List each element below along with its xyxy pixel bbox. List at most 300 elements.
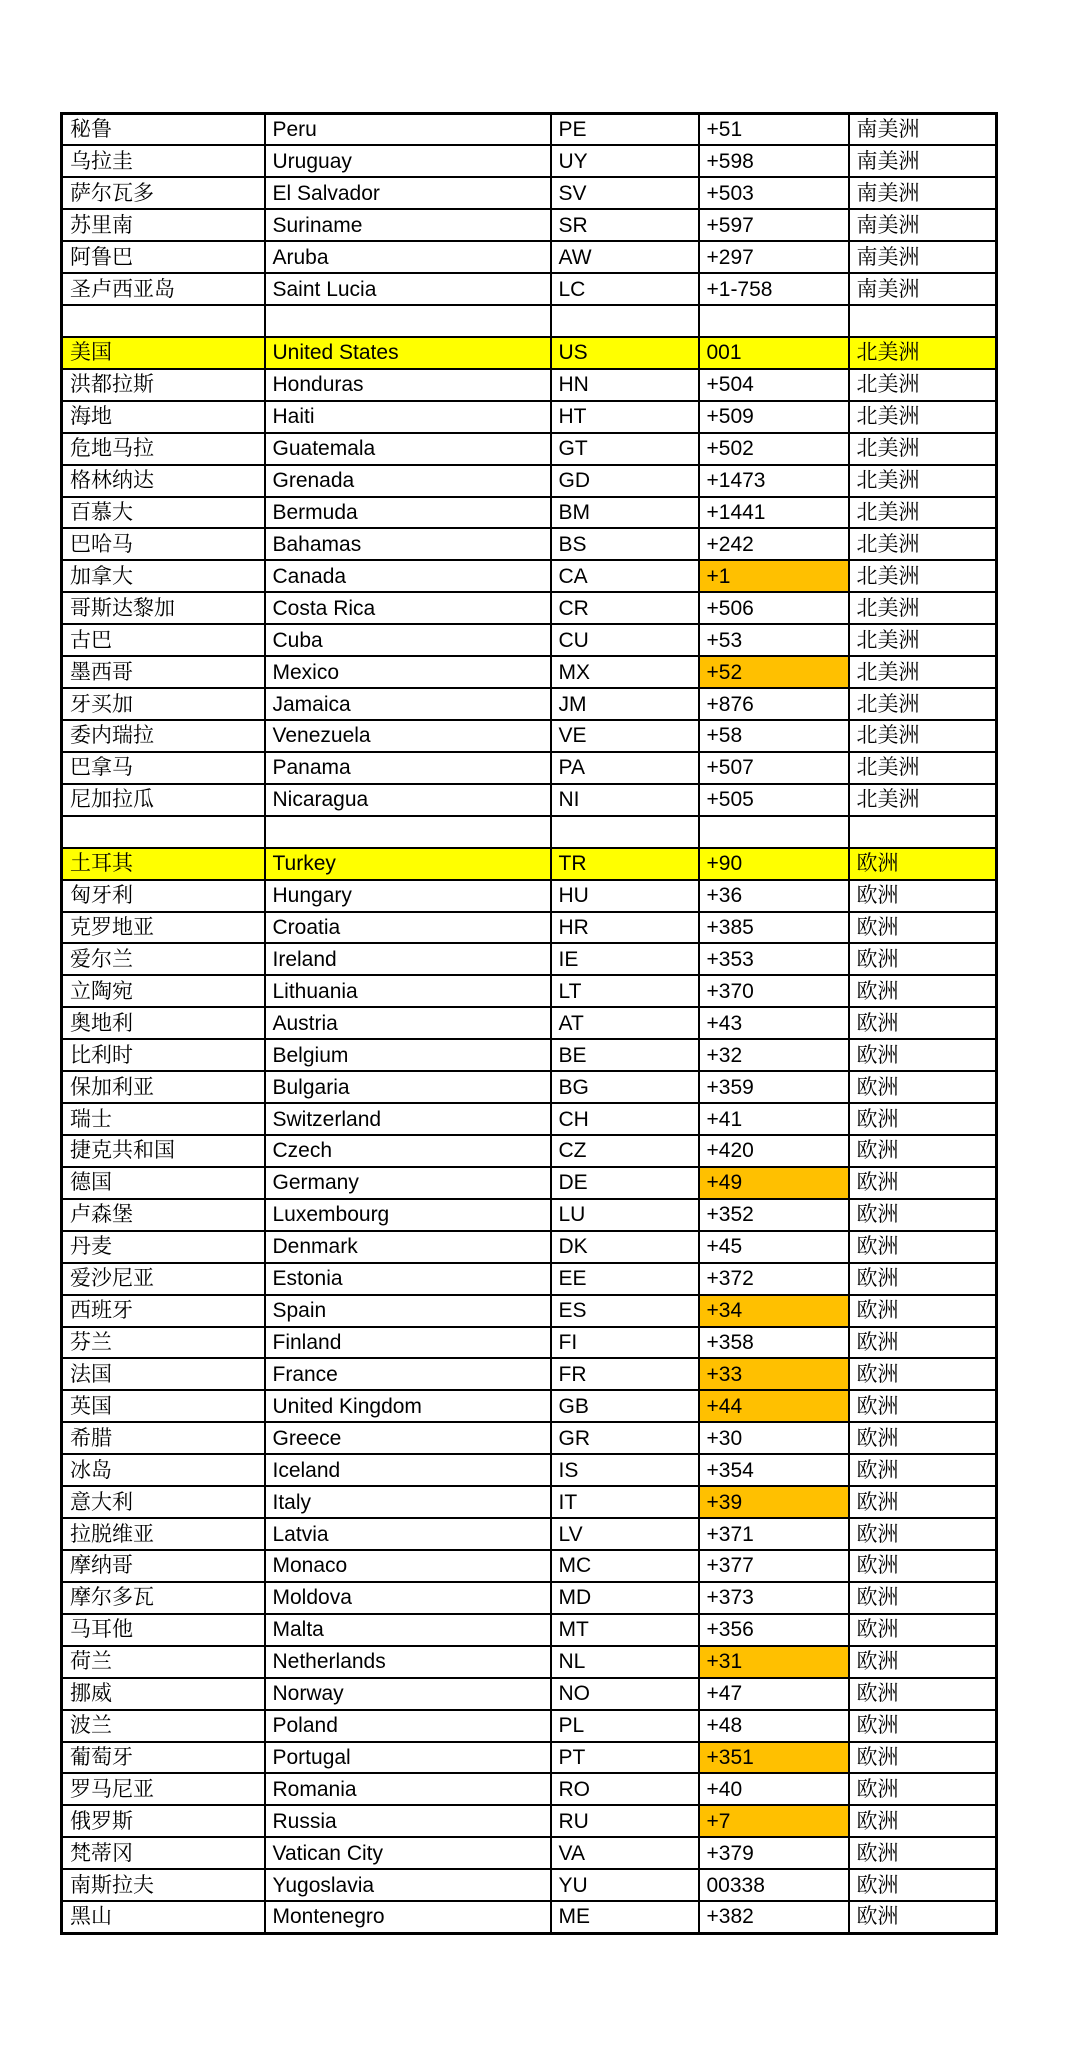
table-row: [62, 880, 997, 912]
cell-continent: 欧洲: [849, 1837, 997, 1869]
cell-phone-code: +502: [699, 433, 849, 465]
cell-country-code: NL: [551, 1646, 699, 1678]
table-row: [62, 1486, 997, 1518]
cell-phone-code: [699, 305, 849, 337]
cell-phone-code: +34: [699, 1295, 849, 1327]
cell-country-code: US: [551, 337, 699, 369]
cell-continent: 欧洲: [849, 1614, 997, 1646]
cell-country-code: CA: [551, 560, 699, 592]
cell-continent: 欧洲: [849, 1327, 997, 1359]
cell-phone-code: +352: [699, 1199, 849, 1231]
cell-country-code: MT: [551, 1614, 699, 1646]
table-row: [62, 369, 997, 401]
cell-english-name: Costa Rica: [265, 592, 551, 624]
cell-chinese-name: 阿鲁巴: [62, 241, 265, 273]
cell-english-name: Ireland: [265, 943, 551, 975]
cell-country-code: HR: [551, 912, 699, 944]
cell-phone-code: +373: [699, 1582, 849, 1614]
cell-english-name: Poland: [265, 1710, 551, 1742]
table-row: [62, 1805, 997, 1837]
cell-chinese-name: 瑞士: [62, 1103, 265, 1135]
cell-phone-code: +379: [699, 1837, 849, 1869]
cell-chinese-name: 芬兰: [62, 1327, 265, 1359]
cell-continent: 欧洲: [849, 1422, 997, 1454]
cell-english-name: Iceland: [265, 1454, 551, 1486]
cell-chinese-name: 巴哈马: [62, 528, 265, 560]
table-row: [62, 497, 997, 529]
table-row: [62, 656, 997, 688]
cell-english-name: Netherlands: [265, 1646, 551, 1678]
cell-continent: 北美洲: [849, 433, 997, 465]
cell-english-name: Grenada: [265, 465, 551, 497]
table-row: [62, 1039, 997, 1071]
cell-country-code: PA: [551, 752, 699, 784]
cell-english-name: Latvia: [265, 1518, 551, 1550]
table-row: [62, 1773, 997, 1805]
cell-phone-code: +49: [699, 1167, 849, 1199]
cell-phone-code: +356: [699, 1614, 849, 1646]
cell-country-code: BS: [551, 528, 699, 560]
cell-english-name: Panama: [265, 752, 551, 784]
cell-chinese-name: 卢森堡: [62, 1199, 265, 1231]
cell-country-code: LU: [551, 1199, 699, 1231]
cell-chinese-name: 罗马尼亚: [62, 1773, 265, 1805]
cell-english-name: Lithuania: [265, 975, 551, 1007]
cell-phone-code: +7: [699, 1805, 849, 1837]
table-row: [62, 912, 997, 944]
cell-country-code: HU: [551, 880, 699, 912]
table-row: [62, 1135, 997, 1167]
table-row: [62, 241, 997, 273]
cell-continent: 北美洲: [849, 688, 997, 720]
cell-english-name: Croatia: [265, 912, 551, 944]
cell-country-code: BG: [551, 1071, 699, 1103]
cell-phone-code: [699, 816, 849, 848]
cell-continent: 北美洲: [849, 528, 997, 560]
cell-continent: 欧洲: [849, 1167, 997, 1199]
cell-phone-code: +36: [699, 880, 849, 912]
cell-chinese-name: 保加利亚: [62, 1071, 265, 1103]
cell-chinese-name: 圣卢西亚岛: [62, 273, 265, 305]
cell-chinese-name: 墨西哥: [62, 656, 265, 688]
cell-chinese-name: 黑山: [62, 1901, 265, 1933]
cell-country-code: DK: [551, 1231, 699, 1263]
cell-continent: 欧洲: [849, 1071, 997, 1103]
cell-continent: 欧洲: [849, 912, 997, 944]
cell-continent: 北美洲: [849, 624, 997, 656]
cell-phone-code: +353: [699, 943, 849, 975]
cell-chinese-name: 克罗地亚: [62, 912, 265, 944]
cell-continent: 北美洲: [849, 752, 997, 784]
cell-continent: 南美洲: [849, 145, 997, 177]
table-row: [62, 337, 997, 369]
table-row: [62, 1199, 997, 1231]
table-row: [62, 1007, 997, 1039]
table-row: [62, 145, 997, 177]
table-row: [62, 1710, 997, 1742]
cell-continent: 欧洲: [849, 1550, 997, 1582]
table-row: [62, 720, 997, 752]
table-row: [62, 1614, 997, 1646]
cell-phone-code: +385: [699, 912, 849, 944]
cell-english-name: Bahamas: [265, 528, 551, 560]
cell-chinese-name: 奥地利: [62, 1007, 265, 1039]
cell-continent: 南美洲: [849, 177, 997, 209]
cell-phone-code: +505: [699, 784, 849, 816]
cell-phone-code: +503: [699, 177, 849, 209]
cell-english-name: Vatican City: [265, 1837, 551, 1869]
cell-chinese-name: 丹麦: [62, 1231, 265, 1263]
cell-chinese-name: 德国: [62, 1167, 265, 1199]
cell-continent: 欧洲: [849, 1135, 997, 1167]
table-row: [62, 1518, 997, 1550]
table-row: [62, 752, 997, 784]
cell-continent: 北美洲: [849, 656, 997, 688]
table-row: [62, 1646, 997, 1678]
cell-country-code: TR: [551, 848, 699, 880]
cell-continent: 北美洲: [849, 465, 997, 497]
cell-phone-code: +45: [699, 1231, 849, 1263]
cell-phone-code: +372: [699, 1263, 849, 1295]
cell-continent: 北美洲: [849, 497, 997, 529]
cell-continent: 欧洲: [849, 1773, 997, 1805]
table-row: [62, 1869, 997, 1901]
cell-english-name: Turkey: [265, 848, 551, 880]
table-row: [62, 975, 997, 1007]
cell-country-code: CR: [551, 592, 699, 624]
table-row: [62, 688, 997, 720]
cell-phone-code: +41: [699, 1103, 849, 1135]
cell-chinese-name: 波兰: [62, 1710, 265, 1742]
cell-country-code: CH: [551, 1103, 699, 1135]
table-row: [62, 1327, 997, 1359]
cell-continent: 欧洲: [849, 1263, 997, 1295]
cell-chinese-name: 土耳其: [62, 848, 265, 880]
cell-continent: 欧洲: [849, 1390, 997, 1422]
table-row: [62, 784, 997, 816]
table-row: [62, 1390, 997, 1422]
cell-continent: 欧洲: [849, 1231, 997, 1263]
cell-chinese-name: 西班牙: [62, 1295, 265, 1327]
table-row: [62, 209, 997, 241]
cell-country-code: ES: [551, 1295, 699, 1327]
cell-phone-code: +52: [699, 656, 849, 688]
cell-chinese-name: 法国: [62, 1358, 265, 1390]
cell-chinese-name: 梵蒂冈: [62, 1837, 265, 1869]
cell-phone-code: +47: [699, 1678, 849, 1710]
cell-english-name: Germany: [265, 1167, 551, 1199]
cell-country-code: CU: [551, 624, 699, 656]
cell-chinese-name: 哥斯达黎加: [62, 592, 265, 624]
cell-phone-code: +39: [699, 1486, 849, 1518]
cell-chinese-name: 爱沙尼亚: [62, 1263, 265, 1295]
cell-country-code: LC: [551, 273, 699, 305]
cell-country-code: MC: [551, 1550, 699, 1582]
cell-phone-code: +351: [699, 1742, 849, 1774]
cell-phone-code: +507: [699, 752, 849, 784]
cell-phone-code: +53: [699, 624, 849, 656]
table-row: [62, 1103, 997, 1135]
cell-country-code: PT: [551, 1742, 699, 1774]
cell-english-name: Canada: [265, 560, 551, 592]
cell-chinese-name: 百慕大: [62, 497, 265, 529]
cell-continent: 欧洲: [849, 1582, 997, 1614]
cell-english-name: Switzerland: [265, 1103, 551, 1135]
cell-english-name: Suriname: [265, 209, 551, 241]
cell-continent: 欧洲: [849, 975, 997, 1007]
cell-continent: [849, 816, 997, 848]
cell-chinese-name: 希腊: [62, 1422, 265, 1454]
cell-chinese-name: 荷兰: [62, 1646, 265, 1678]
table-row: [62, 1231, 997, 1263]
cell-english-name: Romania: [265, 1773, 551, 1805]
cell-phone-code: +51: [699, 114, 849, 146]
spacer-row: [62, 305, 997, 337]
cell-continent: 欧洲: [849, 1518, 997, 1550]
cell-english-name: Spain: [265, 1295, 551, 1327]
cell-continent: 欧洲: [849, 1678, 997, 1710]
cell-english-name: Italy: [265, 1486, 551, 1518]
cell-phone-code: +504: [699, 369, 849, 401]
cell-phone-code: +598: [699, 145, 849, 177]
cell-chinese-name: 匈牙利: [62, 880, 265, 912]
cell-chinese-name: 英国: [62, 1390, 265, 1422]
cell-phone-code: +48: [699, 1710, 849, 1742]
cell-country-code: FI: [551, 1327, 699, 1359]
cell-chinese-name: 爱尔兰: [62, 943, 265, 975]
country-dial-code-table: [60, 112, 998, 1935]
cell-continent: 欧洲: [849, 1039, 997, 1071]
cell-continent: 欧洲: [849, 1486, 997, 1518]
cell-phone-code: +597: [699, 209, 849, 241]
cell-english-name: Finland: [265, 1327, 551, 1359]
cell-country-code: JM: [551, 688, 699, 720]
cell-phone-code: 00338: [699, 1869, 849, 1901]
cell-chinese-name: 挪威: [62, 1678, 265, 1710]
cell-phone-code: +1473: [699, 465, 849, 497]
cell-continent: 北美洲: [849, 369, 997, 401]
cell-english-name: Aruba: [265, 241, 551, 273]
cell-phone-code: +377: [699, 1550, 849, 1582]
cell-chinese-name: 萨尔瓦多: [62, 177, 265, 209]
cell-country-code: DE: [551, 1167, 699, 1199]
cell-phone-code: +371: [699, 1518, 849, 1550]
cell-chinese-name: 洪都拉斯: [62, 369, 265, 401]
cell-continent: 欧洲: [849, 1295, 997, 1327]
cell-english-name: Mexico: [265, 656, 551, 688]
cell-phone-code: +358: [699, 1327, 849, 1359]
cell-continent: 欧洲: [849, 1646, 997, 1678]
cell-phone-code: +1441: [699, 497, 849, 529]
cell-continent: 欧洲: [849, 848, 997, 880]
cell-continent: 南美洲: [849, 209, 997, 241]
cell-phone-code: +30: [699, 1422, 849, 1454]
cell-english-name: Cuba: [265, 624, 551, 656]
cell-chinese-name: 秘鲁: [62, 114, 265, 146]
cell-chinese-name: 海地: [62, 401, 265, 433]
cell-phone-code: 001: [699, 337, 849, 369]
cell-country-code: SR: [551, 209, 699, 241]
cell-chinese-name: [62, 305, 265, 337]
cell-english-name: Malta: [265, 1614, 551, 1646]
cell-phone-code: +32: [699, 1039, 849, 1071]
cell-country-code: GT: [551, 433, 699, 465]
cell-country-code: GR: [551, 1422, 699, 1454]
cell-english-name: El Salvador: [265, 177, 551, 209]
cell-country-code: AT: [551, 1007, 699, 1039]
cell-english-name: Greece: [265, 1422, 551, 1454]
cell-phone-code: +506: [699, 592, 849, 624]
table-row: [62, 1550, 997, 1582]
cell-english-name: Bermuda: [265, 497, 551, 529]
table-row: [62, 848, 997, 880]
cell-chinese-name: 危地马拉: [62, 433, 265, 465]
table-row: [62, 273, 997, 305]
cell-phone-code: +370: [699, 975, 849, 1007]
cell-country-code: CZ: [551, 1135, 699, 1167]
cell-continent: [849, 305, 997, 337]
cell-country-code: BM: [551, 497, 699, 529]
cell-continent: 欧洲: [849, 1454, 997, 1486]
table-row: [62, 1263, 997, 1295]
cell-english-name: Venezuela: [265, 720, 551, 752]
cell-country-code: IT: [551, 1486, 699, 1518]
cell-chinese-name: 委内瑞拉: [62, 720, 265, 752]
cell-chinese-name: 美国: [62, 337, 265, 369]
cell-english-name: Moldova: [265, 1582, 551, 1614]
cell-chinese-name: [62, 816, 265, 848]
cell-chinese-name: 尼加拉瓜: [62, 784, 265, 816]
cell-english-name: Portugal: [265, 1742, 551, 1774]
cell-chinese-name: 摩纳哥: [62, 1550, 265, 1582]
cell-phone-code: +876: [699, 688, 849, 720]
table-row: [62, 1358, 997, 1390]
table-row: [62, 1167, 997, 1199]
cell-phone-code: +58: [699, 720, 849, 752]
cell-phone-code: +40: [699, 1773, 849, 1805]
cell-chinese-name: 加拿大: [62, 560, 265, 592]
cell-english-name: Bulgaria: [265, 1071, 551, 1103]
table-row: [62, 1454, 997, 1486]
cell-chinese-name: 捷克共和国: [62, 1135, 265, 1167]
cell-country-code: PE: [551, 114, 699, 146]
cell-continent: 欧洲: [849, 880, 997, 912]
cell-chinese-name: 格林纳达: [62, 465, 265, 497]
cell-chinese-name: 冰岛: [62, 1454, 265, 1486]
cell-phone-code: +1: [699, 560, 849, 592]
cell-country-code: NI: [551, 784, 699, 816]
cell-english-name: Belgium: [265, 1039, 551, 1071]
cell-country-code: BE: [551, 1039, 699, 1071]
cell-chinese-name: 立陶宛: [62, 975, 265, 1007]
cell-country-code: MX: [551, 656, 699, 688]
cell-phone-code: +359: [699, 1071, 849, 1103]
cell-phone-code: +31: [699, 1646, 849, 1678]
cell-country-code: YU: [551, 1869, 699, 1901]
cell-continent: 北美洲: [849, 592, 997, 624]
cell-phone-code: +509: [699, 401, 849, 433]
cell-english-name: Estonia: [265, 1263, 551, 1295]
cell-country-code: HT: [551, 401, 699, 433]
cell-chinese-name: 古巴: [62, 624, 265, 656]
table-row: [62, 177, 997, 209]
spacer-row: [62, 816, 997, 848]
cell-country-code: VA: [551, 1837, 699, 1869]
cell-english-name: United Kingdom: [265, 1390, 551, 1422]
cell-continent: 南美洲: [849, 273, 997, 305]
cell-country-code: MD: [551, 1582, 699, 1614]
cell-continent: 欧洲: [849, 1869, 997, 1901]
cell-continent: 欧洲: [849, 1710, 997, 1742]
cell-chinese-name: 葡萄牙: [62, 1742, 265, 1774]
cell-continent: 欧洲: [849, 1901, 997, 1933]
table-row: [62, 943, 997, 975]
cell-continent: 欧洲: [849, 1358, 997, 1390]
table-row: [62, 1582, 997, 1614]
cell-phone-code: +44: [699, 1390, 849, 1422]
cell-english-name: Nicaragua: [265, 784, 551, 816]
table-row: [62, 1837, 997, 1869]
table-row: [62, 1295, 997, 1327]
cell-country-code: AW: [551, 241, 699, 273]
cell-continent: 欧洲: [849, 1805, 997, 1837]
cell-country-code: NO: [551, 1678, 699, 1710]
cell-chinese-name: 乌拉圭: [62, 145, 265, 177]
table-row: [62, 1742, 997, 1774]
cell-english-name: Russia: [265, 1805, 551, 1837]
cell-country-code: EE: [551, 1263, 699, 1295]
cell-english-name: Luxembourg: [265, 1199, 551, 1231]
cell-chinese-name: 摩尔多瓦: [62, 1582, 265, 1614]
cell-country-code: [551, 305, 699, 337]
cell-chinese-name: 拉脱维亚: [62, 1518, 265, 1550]
cell-continent: 北美洲: [849, 337, 997, 369]
cell-english-name: United States: [265, 337, 551, 369]
cell-chinese-name: 苏里南: [62, 209, 265, 241]
table-row: [62, 1422, 997, 1454]
cell-country-code: VE: [551, 720, 699, 752]
table-row: [62, 465, 997, 497]
cell-english-name: Honduras: [265, 369, 551, 401]
cell-chinese-name: 南斯拉夫: [62, 1869, 265, 1901]
country-table-body: [62, 114, 997, 1934]
table-row: [62, 433, 997, 465]
cell-continent: 北美洲: [849, 720, 997, 752]
cell-english-name: [265, 816, 551, 848]
cell-english-name: France: [265, 1358, 551, 1390]
cell-continent: 南美洲: [849, 114, 997, 146]
cell-english-name: Guatemala: [265, 433, 551, 465]
cell-country-code: IS: [551, 1454, 699, 1486]
table-row: [62, 114, 997, 146]
cell-english-name: Hungary: [265, 880, 551, 912]
cell-chinese-name: 马耳他: [62, 1614, 265, 1646]
table-row: [62, 1071, 997, 1103]
cell-continent: 欧洲: [849, 943, 997, 975]
cell-continent: 欧洲: [849, 1103, 997, 1135]
cell-english-name: Monaco: [265, 1550, 551, 1582]
cell-english-name: Montenegro: [265, 1901, 551, 1933]
cell-country-code: [551, 816, 699, 848]
cell-country-code: LT: [551, 975, 699, 1007]
cell-country-code: GB: [551, 1390, 699, 1422]
cell-country-code: ME: [551, 1901, 699, 1933]
cell-chinese-name: 意大利: [62, 1486, 265, 1518]
cell-country-code: IE: [551, 943, 699, 975]
cell-country-code: LV: [551, 1518, 699, 1550]
cell-english-name: Uruguay: [265, 145, 551, 177]
cell-phone-code: +33: [699, 1358, 849, 1390]
